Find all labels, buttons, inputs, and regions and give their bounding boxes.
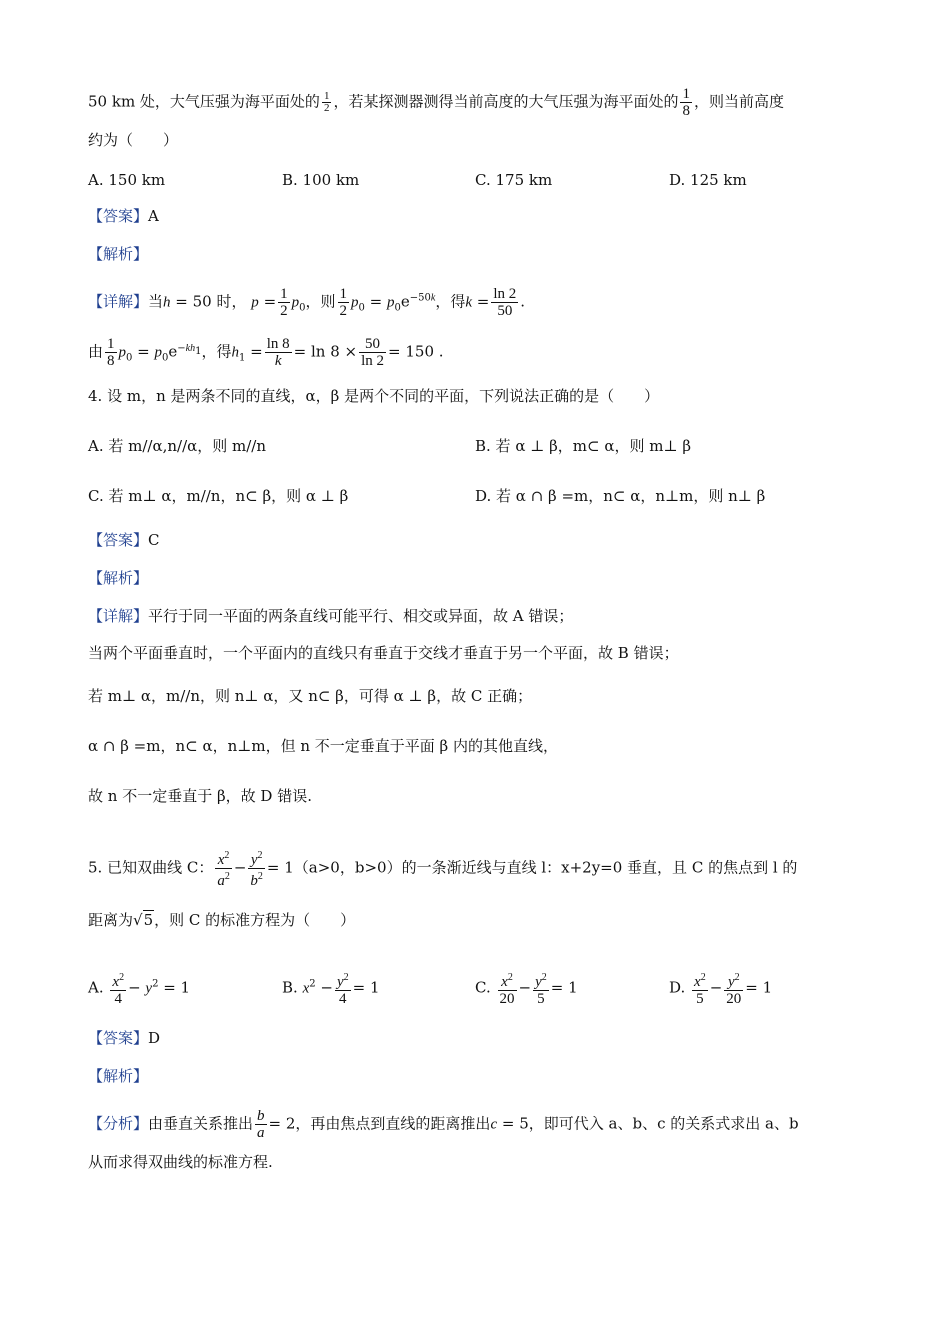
q5-option-b: B. $x^2$ − $\frac{y^2}{4}$ = 1 xyxy=(282,972,380,1007)
q3-option-c: C. 175 km xyxy=(475,171,553,189)
q5-fenxi-line2: 从而求得双曲线的标准方程. xyxy=(88,1153,273,1171)
q3-detail-line2: 由 $\frac{1}{8}$ $p_0 = p_0e^{-kh_1}$，得$h_1$ = $\frac{\ln 8}{k}$ = ln 8 × $\frac{50}{\ln 2}$ = 150 . xyxy=(88,336,444,369)
q3-stem-line2: 约为（ ） xyxy=(88,131,179,149)
q4-detail-line3: 若 m⊥ α，m//n，则 n⊥ α，又 n⊂ β，可得 α ⊥ β，故 C 正确； xyxy=(88,687,533,705)
q3-option-d: D. 125 km xyxy=(669,171,747,189)
fraction-one-half: $\frac{1}{2}$ xyxy=(323,90,330,114)
q4-option-c: C. 若 m⊥ α，m//n，n⊂ β，则 α ⊥ β xyxy=(88,487,349,505)
q3-detail-line1: 【详解】当h = 50 时， p = $\frac{1}{2}$ $p_0$，则 $\frac{1}{2}$ $p_0 = p_0e^{-50k}$，得k = $\frac{\ln 2}{50}$ . xyxy=(88,286,526,319)
q3-option-b: B. 100 km xyxy=(282,171,360,189)
q4-detail-line5: 故 n 不一定垂直于 β，故 D 错误. xyxy=(88,787,312,805)
q5-option-c: C. $\frac{x^2}{20}$ − $\frac{y^2}{5}$ = 1 xyxy=(475,972,578,1007)
q3-analysis-tag: 【解析】 xyxy=(88,245,149,263)
q3-stem-part3: ，则当前高度 xyxy=(693,92,784,111)
q4-analysis-tag: 【解析】 xyxy=(88,569,149,587)
q3-stem-line1 xyxy=(88,86,784,119)
q5-fenxi-line1: 【分析】由垂直关系推出 $\frac{b}{a}$ = 2，再由焦点到直线的距离推出c = 5，即可代入 a、b、c 的关系式求出 a、b xyxy=(88,1108,799,1141)
q5-option-d: D. $\frac{x^2}{5}$ − $\frac{y^2}{20}$ = 1 xyxy=(669,972,773,1007)
q4-detail-line2: 当两个平面垂直时，一个平面内的直线只有垂直于交线才垂直于另一个平面，故 B 错误； xyxy=(88,644,679,662)
q4-option-a: A. 若 m//α,n//α，则 m//n xyxy=(88,437,267,455)
q4-detail-line1: 【详解】平行于同一平面的两条直线可能平行、相交或异面，故 A 错误； xyxy=(88,607,574,625)
q4-stem: 4. 设 m，n 是两条不同的直线，α，β 是两个不同的平面，下列说法正确的是（ ） xyxy=(88,387,660,405)
q3-stem-part1: 50 km 处，大气压强为海平面处的 xyxy=(88,92,320,111)
q3-stem-part2: ，若某探测器测得当前高度的大气压强为海平面处的 xyxy=(333,92,679,111)
q5-stem-line2: 距离为√5，则 C 的标准方程为（ ） xyxy=(88,911,356,929)
q4-answer: 【答案】C xyxy=(88,531,160,549)
q4-option-d: D. 若 α ∩ β =m，n⊂ α，n⊥m，则 n⊥ β xyxy=(475,487,766,505)
q3-option-a: A. 150 km xyxy=(88,171,166,189)
q5-analysis-tag: 【解析】 xyxy=(88,1067,149,1085)
q3-answer: 【答案】A xyxy=(88,207,159,225)
q4-option-b: B. 若 α ⊥ β，m⊂ α，则 m⊥ β xyxy=(475,437,691,455)
fraction-one-eighth: $\frac{1}{8}$ xyxy=(682,86,690,119)
q5-answer: 【答案】D xyxy=(88,1029,161,1047)
q5-stem-line1: 5. 已知双曲线 C： $\frac{x^2}{a^2}$ − $\frac{y^2}{b^2}$ = 1（a>0，b>0）的一条渐近线与直线 l：x+2y=0 垂直，且 C 的焦点到 l 的 xyxy=(88,850,798,889)
q5-option-a: A. $\frac{x^2}{4}$ − $y^2 = 1$ xyxy=(88,972,191,1007)
q4-detail-line4: α ∩ β =m，n⊂ α，n⊥m，但 n 不一定垂直于平面 β 内的其他直线， xyxy=(88,737,558,755)
